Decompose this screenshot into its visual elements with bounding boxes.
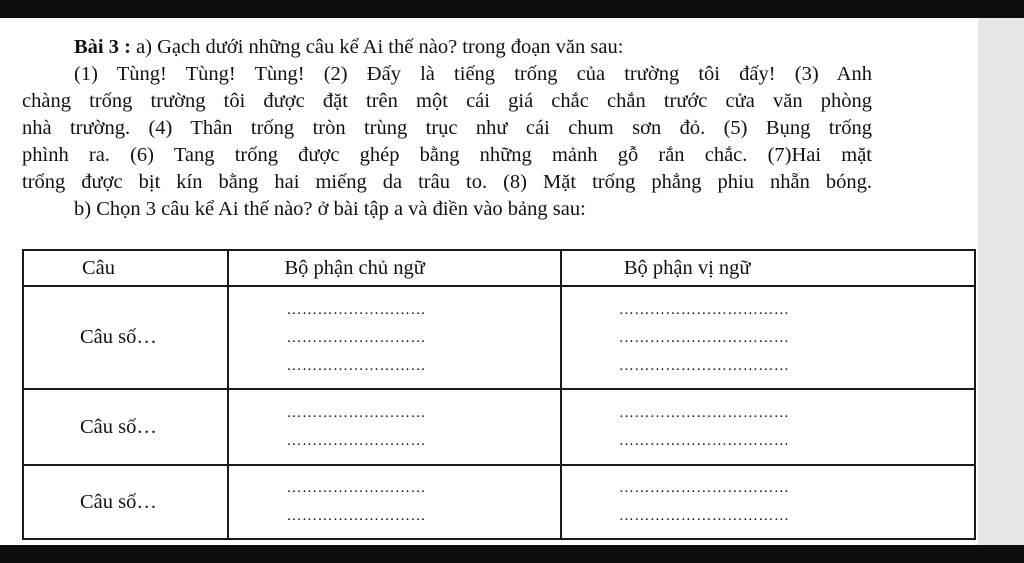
dotted-line: ………………………	[286, 508, 426, 524]
dotted-line: ………………………	[286, 329, 426, 346]
table-row	[23, 389, 975, 465]
paragraph-line-4: phình ra. (6) Tang trống được ghép bằng những mảnh gỗ rắn chắc. (7)Hai mặt	[22, 144, 872, 166]
header-vi-ngu: Bộ phận vị ngữ	[561, 250, 975, 286]
dotted-line: ……………………………	[618, 329, 790, 346]
exercise-label: Bài 3 :	[74, 36, 131, 58]
row-label: Câu số…	[23, 286, 228, 389]
paragraph-line-5: trống được bịt kín bằng hai miếng da trâu to. (8) Mặt trống phẳng phiu nhẵn bóng.	[22, 171, 872, 193]
header-chu-ngu: Bộ phận chủ ngữ	[228, 250, 560, 286]
exercise-heading	[74, 34, 924, 61]
part-b-prompt: b) Chọn 3 câu kể Ai thế nào? ở bài tập a và điền vào bảng sau:	[74, 198, 586, 220]
predicate-answer-cell[interactable]	[561, 286, 975, 389]
predicate-answer-cell[interactable]	[561, 465, 975, 539]
dotted-line: ………………………	[286, 357, 426, 374]
dotted-line: ………………………	[286, 433, 426, 449]
dotted-line: ……………………………	[618, 480, 790, 496]
paragraph-line-1: (1) Tùng! Tùng! Tùng! (2) Đấy là tiếng trống của trường tôi đấy! (3) Anh	[74, 63, 872, 85]
row-label: Câu số…	[23, 465, 228, 539]
paragraph-line-2: chàng trống trường tôi được đặt trên một cái giá chắc chắn trước cửa văn phòng	[22, 90, 872, 112]
table-header-row	[23, 250, 975, 286]
part-a-prompt: a) Gạch dưới những câu kể Ai thế nào? trong đoạn văn sau:	[136, 36, 624, 58]
top-dark-bar	[0, 0, 1024, 18]
document-page	[0, 18, 978, 545]
header-cau: Câu	[23, 250, 228, 286]
dotted-line: ……………………………	[618, 508, 790, 524]
dotted-line: ……………………………	[618, 357, 790, 374]
bottom-dark-bar	[0, 545, 1024, 563]
predicate-answer-cell[interactable]	[561, 389, 975, 465]
dotted-line: ……………………………	[618, 301, 790, 318]
dotted-line: ……………………………	[618, 433, 790, 449]
viewer-side-strip	[978, 18, 1024, 545]
answer-table	[22, 249, 976, 540]
dotted-line: ………………………	[286, 405, 426, 421]
table-row	[23, 286, 975, 389]
subject-answer-cell[interactable]	[228, 286, 560, 389]
subject-answer-cell[interactable]	[228, 389, 560, 465]
row-label: Câu số…	[23, 389, 228, 465]
subject-answer-cell[interactable]	[228, 465, 560, 539]
table-row	[23, 465, 975, 539]
dotted-line: ……………………………	[618, 405, 790, 421]
dotted-line: ………………………	[286, 301, 426, 318]
dotted-line: ………………………	[286, 480, 426, 496]
paragraph-line-3: nhà trường. (4) Thân trống tròn trùng trục như cái chum sơn đỏ. (5) Bụng trống	[22, 117, 872, 139]
